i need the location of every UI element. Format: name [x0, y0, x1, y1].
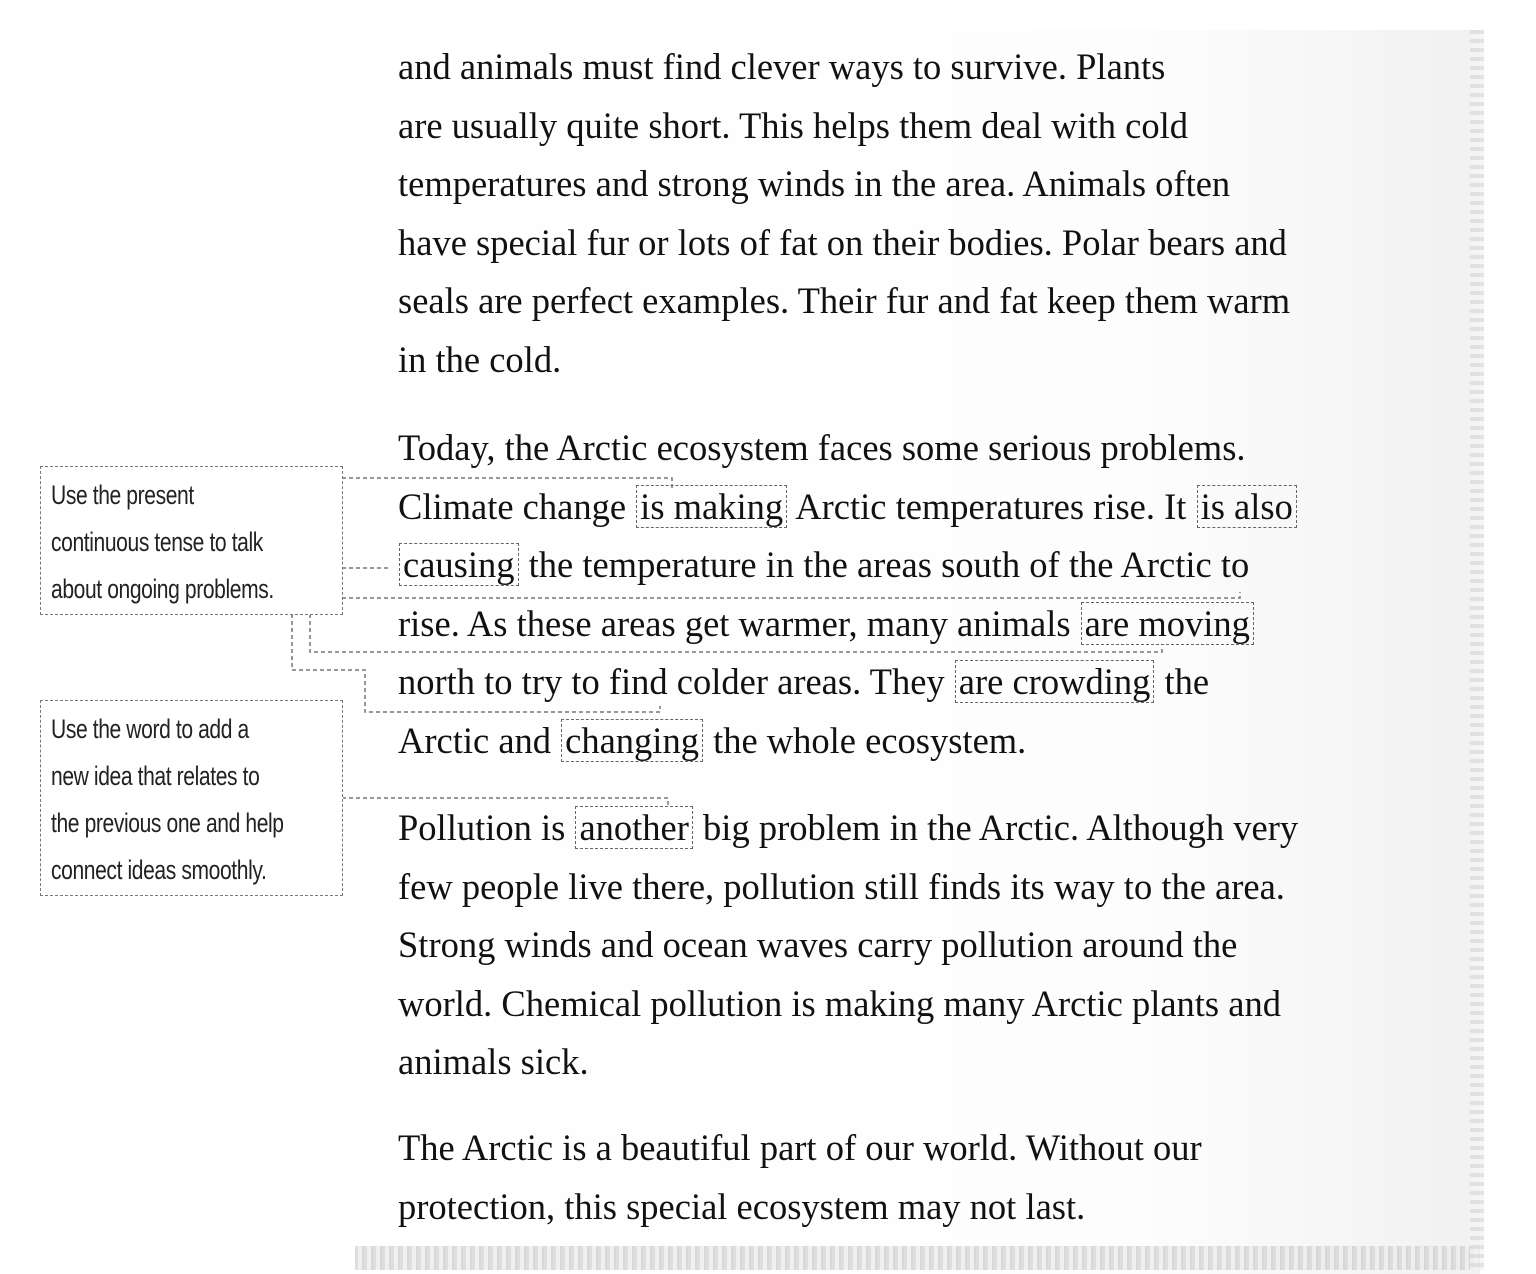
paragraph-problems: [398, 419, 1478, 770]
text-line: [398, 478, 1478, 537]
text-segment: Pollution is: [398, 807, 566, 848]
text-line: [398, 799, 1478, 858]
text-line: seals are perfect examples. Their fur and fat keep them warm: [398, 280, 1291, 321]
paragraph-conclusion: [398, 1119, 1478, 1236]
text-segment: the temperature in the areas south of the Arctic to: [528, 544, 1250, 585]
text-segment: the whole ecosystem.: [713, 719, 1027, 761]
paragraph-adaptations: [398, 38, 1478, 389]
highlight-changing: changing: [561, 719, 703, 762]
text-line: animals sick.: [398, 1041, 589, 1082]
callout-tense-line3: about ongoing problems.: [51, 574, 274, 604]
text-line: and animals must find clever ways to survive. Plants: [398, 46, 1166, 87]
text-line: are usually quite short. This helps them deal with cold: [398, 104, 1189, 146]
callout-linking-word: [40, 700, 343, 896]
text-line: Strong winds and ocean waves carry pollution around the: [398, 924, 1238, 965]
text-line: few people live there, pollution still finds its way to the area.: [398, 865, 1285, 907]
paragraph-pollution: [398, 799, 1478, 1092]
text-line: Today, the Arctic ecosystem faces some serious problems.: [398, 427, 1246, 468]
text-line: [398, 536, 1478, 595]
text-line: The Arctic is a beautiful part of our world. Without our: [398, 1127, 1202, 1168]
highlight-is-also: is also: [1197, 485, 1297, 528]
highlight-are-moving: are moving: [1081, 602, 1254, 645]
text-segment: big problem in the Arctic. Although very: [703, 807, 1299, 848]
callout-present-continuous: [40, 466, 343, 615]
text-line: in the cold.: [398, 338, 562, 380]
text-segment: north to try to find colder areas. They: [398, 661, 945, 702]
text-line: [398, 712, 1478, 771]
callout-word-line4: connect ideas smoothly.: [51, 855, 267, 885]
callout-word-line3: the previous one and help: [51, 808, 284, 838]
text-line: temperatures and strong winds in the area. Animals often: [398, 163, 1231, 204]
text-line: [398, 595, 1478, 654]
text-segment: Climate change: [398, 485, 627, 527]
text-segment: the: [1164, 661, 1210, 702]
highlight-another: another: [575, 806, 692, 849]
callout-tense-line1: Use the present: [51, 480, 194, 510]
callout-word-line2: new idea that relates to: [51, 761, 260, 791]
callout-word-line1: Use the word to add a: [51, 714, 249, 744]
highlight-are-crowding: are crowding: [955, 660, 1155, 703]
highlight-is-making: is making: [636, 485, 787, 528]
text-segment: Arctic temperatures rise. It: [795, 485, 1187, 527]
callout-tense-line2: continuous tense to talk: [51, 527, 263, 557]
text-segment: Arctic and: [398, 719, 552, 761]
text-line: protection, this special ecosystem may not last.: [398, 1185, 1086, 1227]
text-segment: rise. As these areas get warmer, many animals: [398, 602, 1071, 644]
text-line: [398, 653, 1478, 712]
highlight-causing: causing: [399, 543, 519, 586]
text-line: have special fur or lots of fat on their bodies. Polar bears and: [398, 221, 1287, 263]
text-line: world. Chemical pollution is making many Arctic plants and: [398, 982, 1281, 1024]
